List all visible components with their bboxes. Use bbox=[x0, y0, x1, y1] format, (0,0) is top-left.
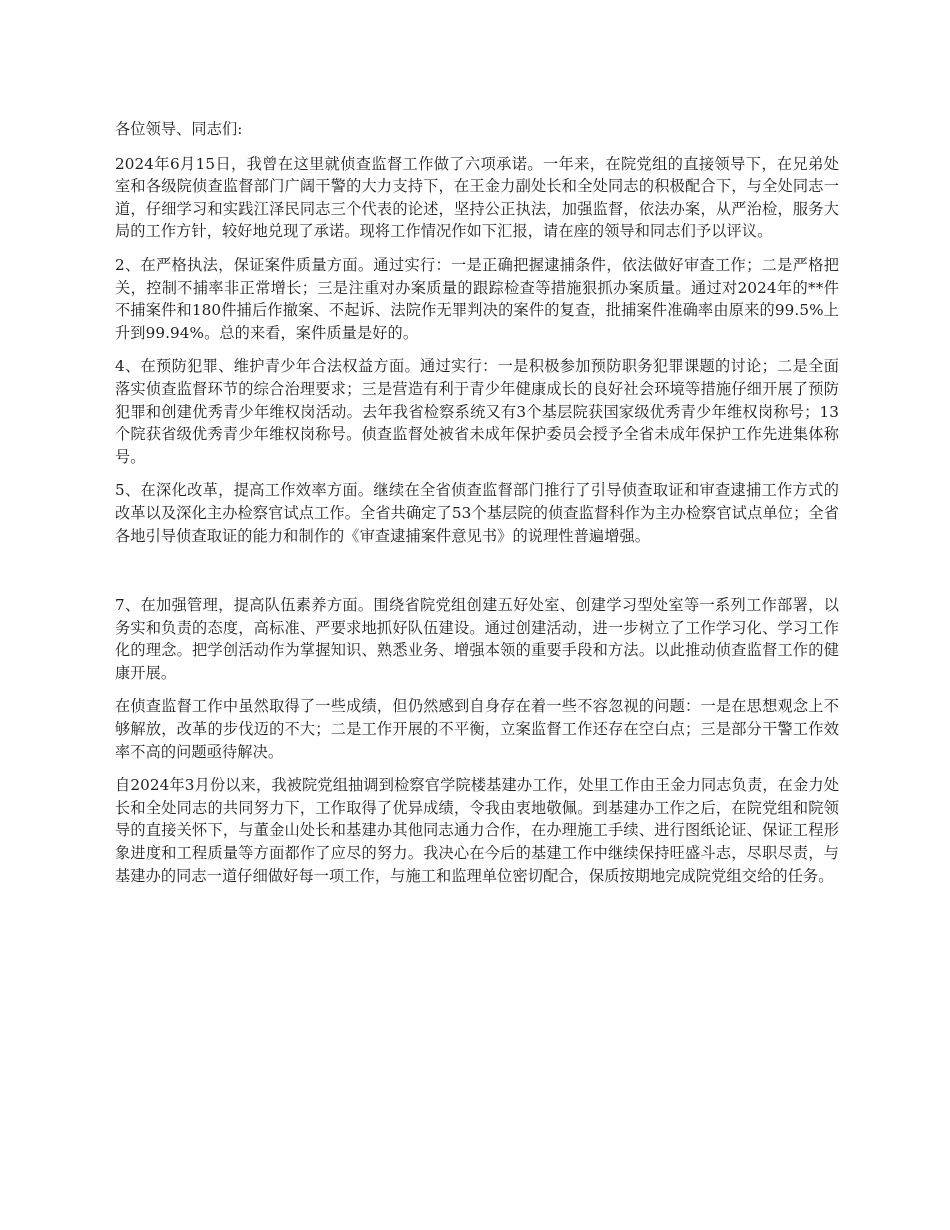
paragraph-conclusion: 自2024年3月份以来，我被院党组抽调到检察官学院楼基建办工作，处里工作由王金力同志负责，在金力处长和全处同志的共同努力下，工作取得了优异成绩，令我由衷地敬佩。到基建办工作之后，在院党组和院领导的直接关怀下，与董金山处长和基建办其他同志通力合作，在办理施工手续、进行图纸论证、保证工程形象进度和工程质量等方面都作了应尽的努力。我决心在今后的基建工作中继续保持旺盛斗志，尽职尽责，与基建办的同志一道仔细做好每一项工作，与施工和监理单位密切配合，保质按期地完成院党组交给的任务。 bbox=[115, 776, 839, 885]
salutation: 各位领导、同志们: bbox=[115, 120, 243, 138]
document-body bbox=[115, 118, 839, 898]
paragraph-item-4: 4、在预防犯罪、维护青少年合法权益方面。通过实行：一是积极参加预防职务犯罪课题的讨论；二是全面落实侦查监督环节的综合治理要求；三是营造有利于青少年健康成长的良好社会环境等措施仔细开展了预防犯罪和创建优秀青少年维权岗活动。去年我省检察系统又有3个基层院获国家级优秀青少年维权岗称号；13个院获省级优秀青少年维权岗称号。侦查监督处被省未成年保护委员会授予全省未成年保护工作先进集体称号。 bbox=[115, 357, 839, 466]
paragraph-item-7: 7、在加强管理，提高队伍素养方面。围绕省院党组创建五好处室、创建学习型处室等一系列工作部署，以务实和负责的态度，高标准、严要求地抓好队伍建设。通过创建活动，进一步树立了工作学习化、学习工作化的理念。把学创活动作为掌握知识、熟悉业务、增强本领的重要手段和方法。以此推动侦查监督工作的健康开展。 bbox=[115, 596, 839, 682]
paragraph-item-5: 5、在深化改革，提高工作效率方面。继续在全省侦查监督部门推行了引导侦查取证和审查逮捕工作方式的改革以及深化主办检察官试点工作。全省共确定了53个基层院的侦查监督科作为主办检察官试点单位；全省各地引导侦查取证的能力和制作的《审查逮捕案件意见书》的说理性普遍增强。 bbox=[115, 481, 839, 545]
paragraph-item-2: 2、在严格执法，保证案件质量方面。通过实行：一是正确把握逮捕条件，依法做好审查工作；二是严格把关，控制不捕率非正常增长；三是注重对办案质量的跟踪检查等措施狠抓办案质量。通过对2024年的**件不捕案件和180件捕后作撤案、不起诉、法院作无罪判决的案件的复查，批捕案件准确率由原来的99.5%上升到99.94%。总的来看，案件质量是好的。 bbox=[115, 255, 839, 342]
paragraph-problems: 在侦查监督工作中虽然取得了一些成绩，但仍然感到自身存在着一些不容忽视的问题：一是在思想观念上不够解放，改革的步伐迈的不大；二是工作开展的不平衡，立案监督工作还存在空白点；三是部分干警工作效率不高的问题亟待解决。 bbox=[115, 697, 839, 761]
blank-gap bbox=[115, 558, 839, 594]
paragraph-intro: 2024年6月15日，我曾在这里就侦查监督工作做了六项承诺。一年来，在院党组的直接领导下，在兄弟处室和各级院侦查监督部门广阔干警的大力支持下，在王金力副处长和全处同志的积极配合下，与全处同志一道，仔细学习和实践江泽民同志三个代表的论述，坚持公正执法，加强监督，依法办案，从严治检，服务大局的工作方针，较好地兑现了承诺。现将工作情况作如下汇报，请在座的领导和同志们予以评议。 bbox=[115, 154, 839, 241]
